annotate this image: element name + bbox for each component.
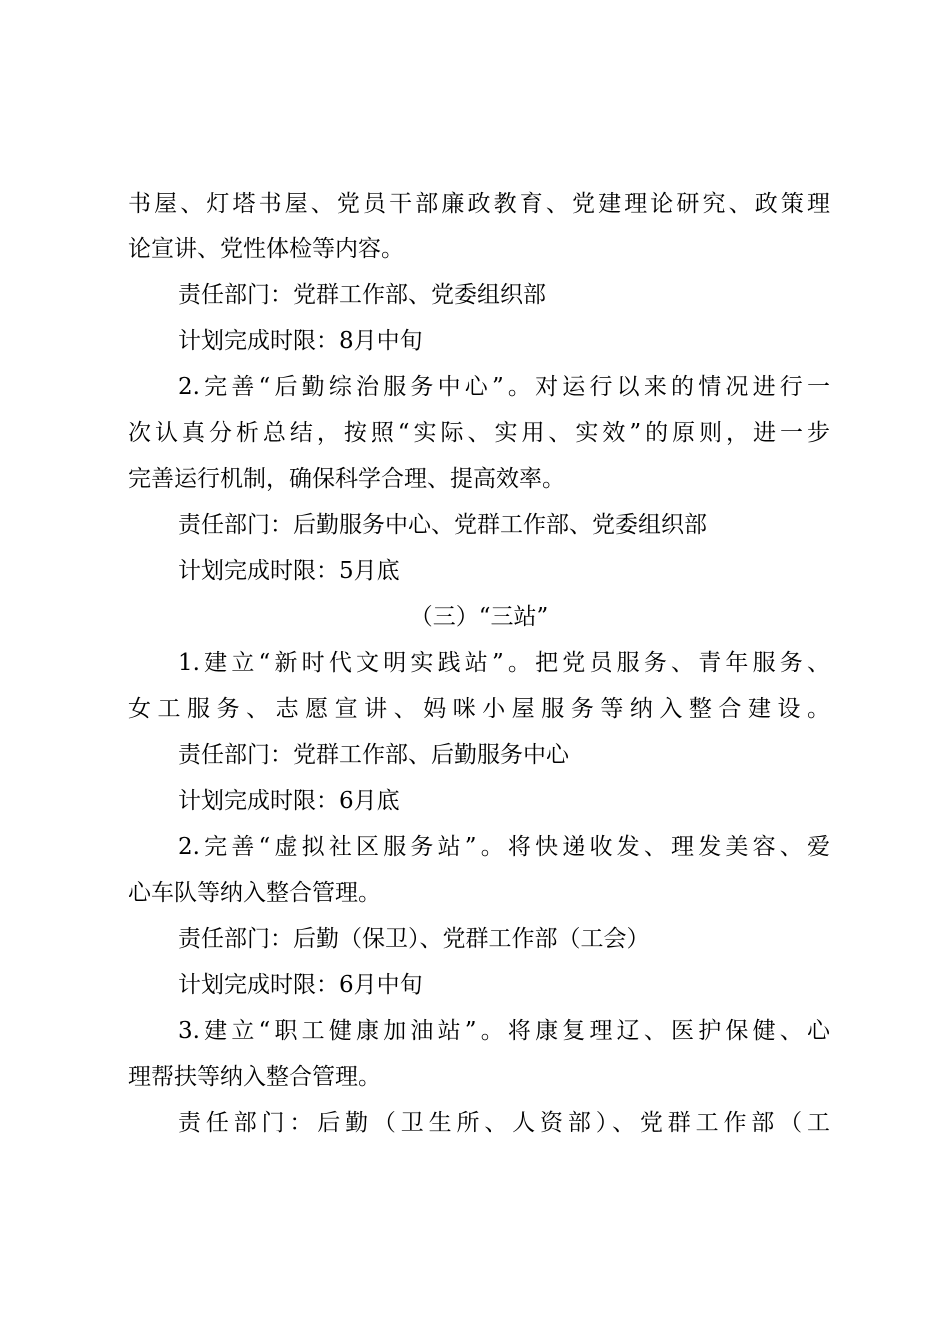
- text-line-12: 女工服务、志愿宣讲、妈咪小屋服务等纳入整合建设。: [128, 696, 830, 722]
- text-line-deadline-1: 计划完成时限：8月中旬: [178, 328, 423, 354]
- text-line-7: 完善运行机制，确保科学合理、提高效率。: [128, 466, 565, 492]
- text-line-deadline-4: 计划完成时限：6月中旬: [178, 972, 423, 998]
- text-line-station-1-title: 1.建立“新时代文明实践站”。把党员服务、青年服务、: [178, 650, 830, 676]
- text-line-deadline-2: 计划完成时限：5月底: [178, 558, 400, 584]
- text-line-item-2-title: 2.完善“后勤综治服务中心”。对运行以来的情况进行一: [178, 374, 830, 400]
- text-line-2: 论宣讲、党性体检等内容。: [128, 236, 404, 262]
- text-line-responsible-dept-3: 责任部门：党群工作部、后勤服务中心: [178, 742, 569, 768]
- text-line-deadline-3: 计划完成时限：6月底: [178, 788, 400, 814]
- text-line-1: 书屋、灯塔书屋、党员干部廉政教育、党建理论研究、政策理: [128, 191, 830, 217]
- text-line-responsible-dept-2: 责任部门：后勤服务中心、党群工作部、党委组织部: [178, 512, 707, 538]
- text-line-station-2-title: 2.完善“虚拟社区服务站”。将快递收发、理发美容、爱: [178, 834, 830, 860]
- text-line-responsible-dept-1: 责任部门：党群工作部、党委组织部: [178, 282, 546, 308]
- text-line-responsible-dept-4: 责任部门：后勤（保卫）、党群工作部（工会）: [178, 926, 650, 952]
- text-line-20: 理帮扶等纳入整合管理。: [128, 1064, 381, 1090]
- text-line-responsible-dept-5: 责任部门：后勤（卫生所、人资部）、党群工作部（工: [178, 1110, 830, 1136]
- text-line-16: 心车队等纳入整合管理。: [128, 880, 381, 906]
- text-line-6: 次认真分析总结，按照“实际、实用、实效”的原则，进一步: [128, 420, 830, 446]
- text-line-station-3-title: 3.建立“职工健康加油站”。将康复理辽、医护保健、心: [178, 1018, 830, 1044]
- section-heading-three-stations: （三）“三站”: [409, 604, 549, 630]
